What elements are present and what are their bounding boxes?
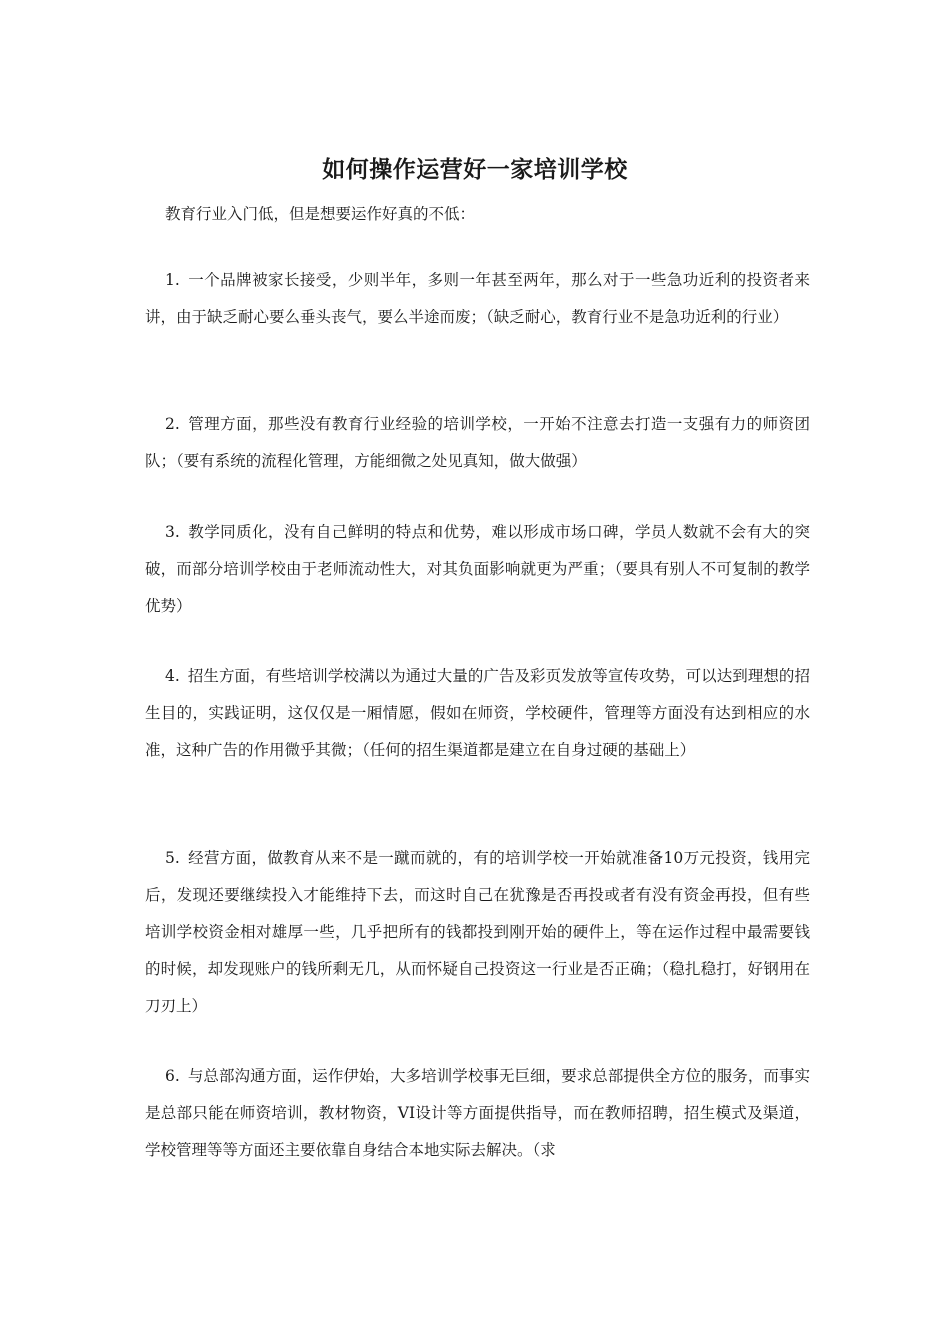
list-item [145,406,810,480]
item-text: 招生方面，有些培训学校满以为通过大量的广告及彩页发放等宣传攻势，可以达到理想的招生目的，实践证明，这仅仅是一厢情愿，假如在师资，学校硬件，管理等方面没有达到相应的水准，这种广告的作用微乎其微；（任何的招生渠道都是建立在自身过硬的基础上） [145,667,810,759]
item-text: 一个品牌被家长接受，少则半年，多则一年甚至两年，那么对于一些急功近利的投资者来讲，由于缺乏耐心要么垂头丧气，要么半途而废；（缺乏耐心，教育行业不是急功近利的行业） [145,271,810,326]
list-item [145,1058,810,1169]
item-number: 5. [165,849,180,867]
list-item [145,658,810,769]
document-title: 如何操作运营好一家培训学校 [322,156,628,183]
intro-paragraph: 教育行业入门低，但是想要运作好真的不低： [165,205,476,223]
list-item [145,514,810,625]
list-item [145,262,810,336]
item-number: 4. [165,667,180,685]
item-text: 经营方面，做教育从来不是一蹴而就的，有的培训学校一开始就准备10万元投资，钱用完后，发现还要继续投入才能维持下去，而这时自己在犹豫是否再投或者有没有资金再投，但有些培训学校资金相对雄厚一些，几乎把所有的钱都投到刚开始的硬件上，等在运作过程中最需要钱的时候，却发现账户的钱所剩无几，从而怀疑自己投资这一行业是否正确；（稳扎稳打，好钢用在刀刃上） [145,849,810,1015]
item-number: 3. [165,523,180,541]
item-number: 6. [165,1067,180,1085]
list-item [145,840,810,1025]
item-number: 1. [165,271,180,289]
item-text: 教学同质化，没有自己鲜明的特点和优势，难以形成市场口碑，学员人数就不会有大的突破，而部分培训学校由于老师流动性大，对其负面影响就更为严重；（要具有别人不可复制的教学优势） [145,523,810,615]
item-number: 2. [165,415,180,433]
item-text: 管理方面，那些没有教育行业经验的培训学校，一开始不注意去打造一支强有力的师资团队；（要有系统的流程化管理，方能细微之处见真知，做大做强） [145,415,810,470]
item-text: 与总部沟通方面，运作伊始，大多培训学校事无巨细，要求总部提供全方位的服务，而事实是总部只能在师资培训，教材物资，VI设计等方面提供指导，而在教师招聘，招生模式及渠道，学校管理等等方面还主要依靠自身结合本地实际去解决。（求 [145,1067,810,1159]
